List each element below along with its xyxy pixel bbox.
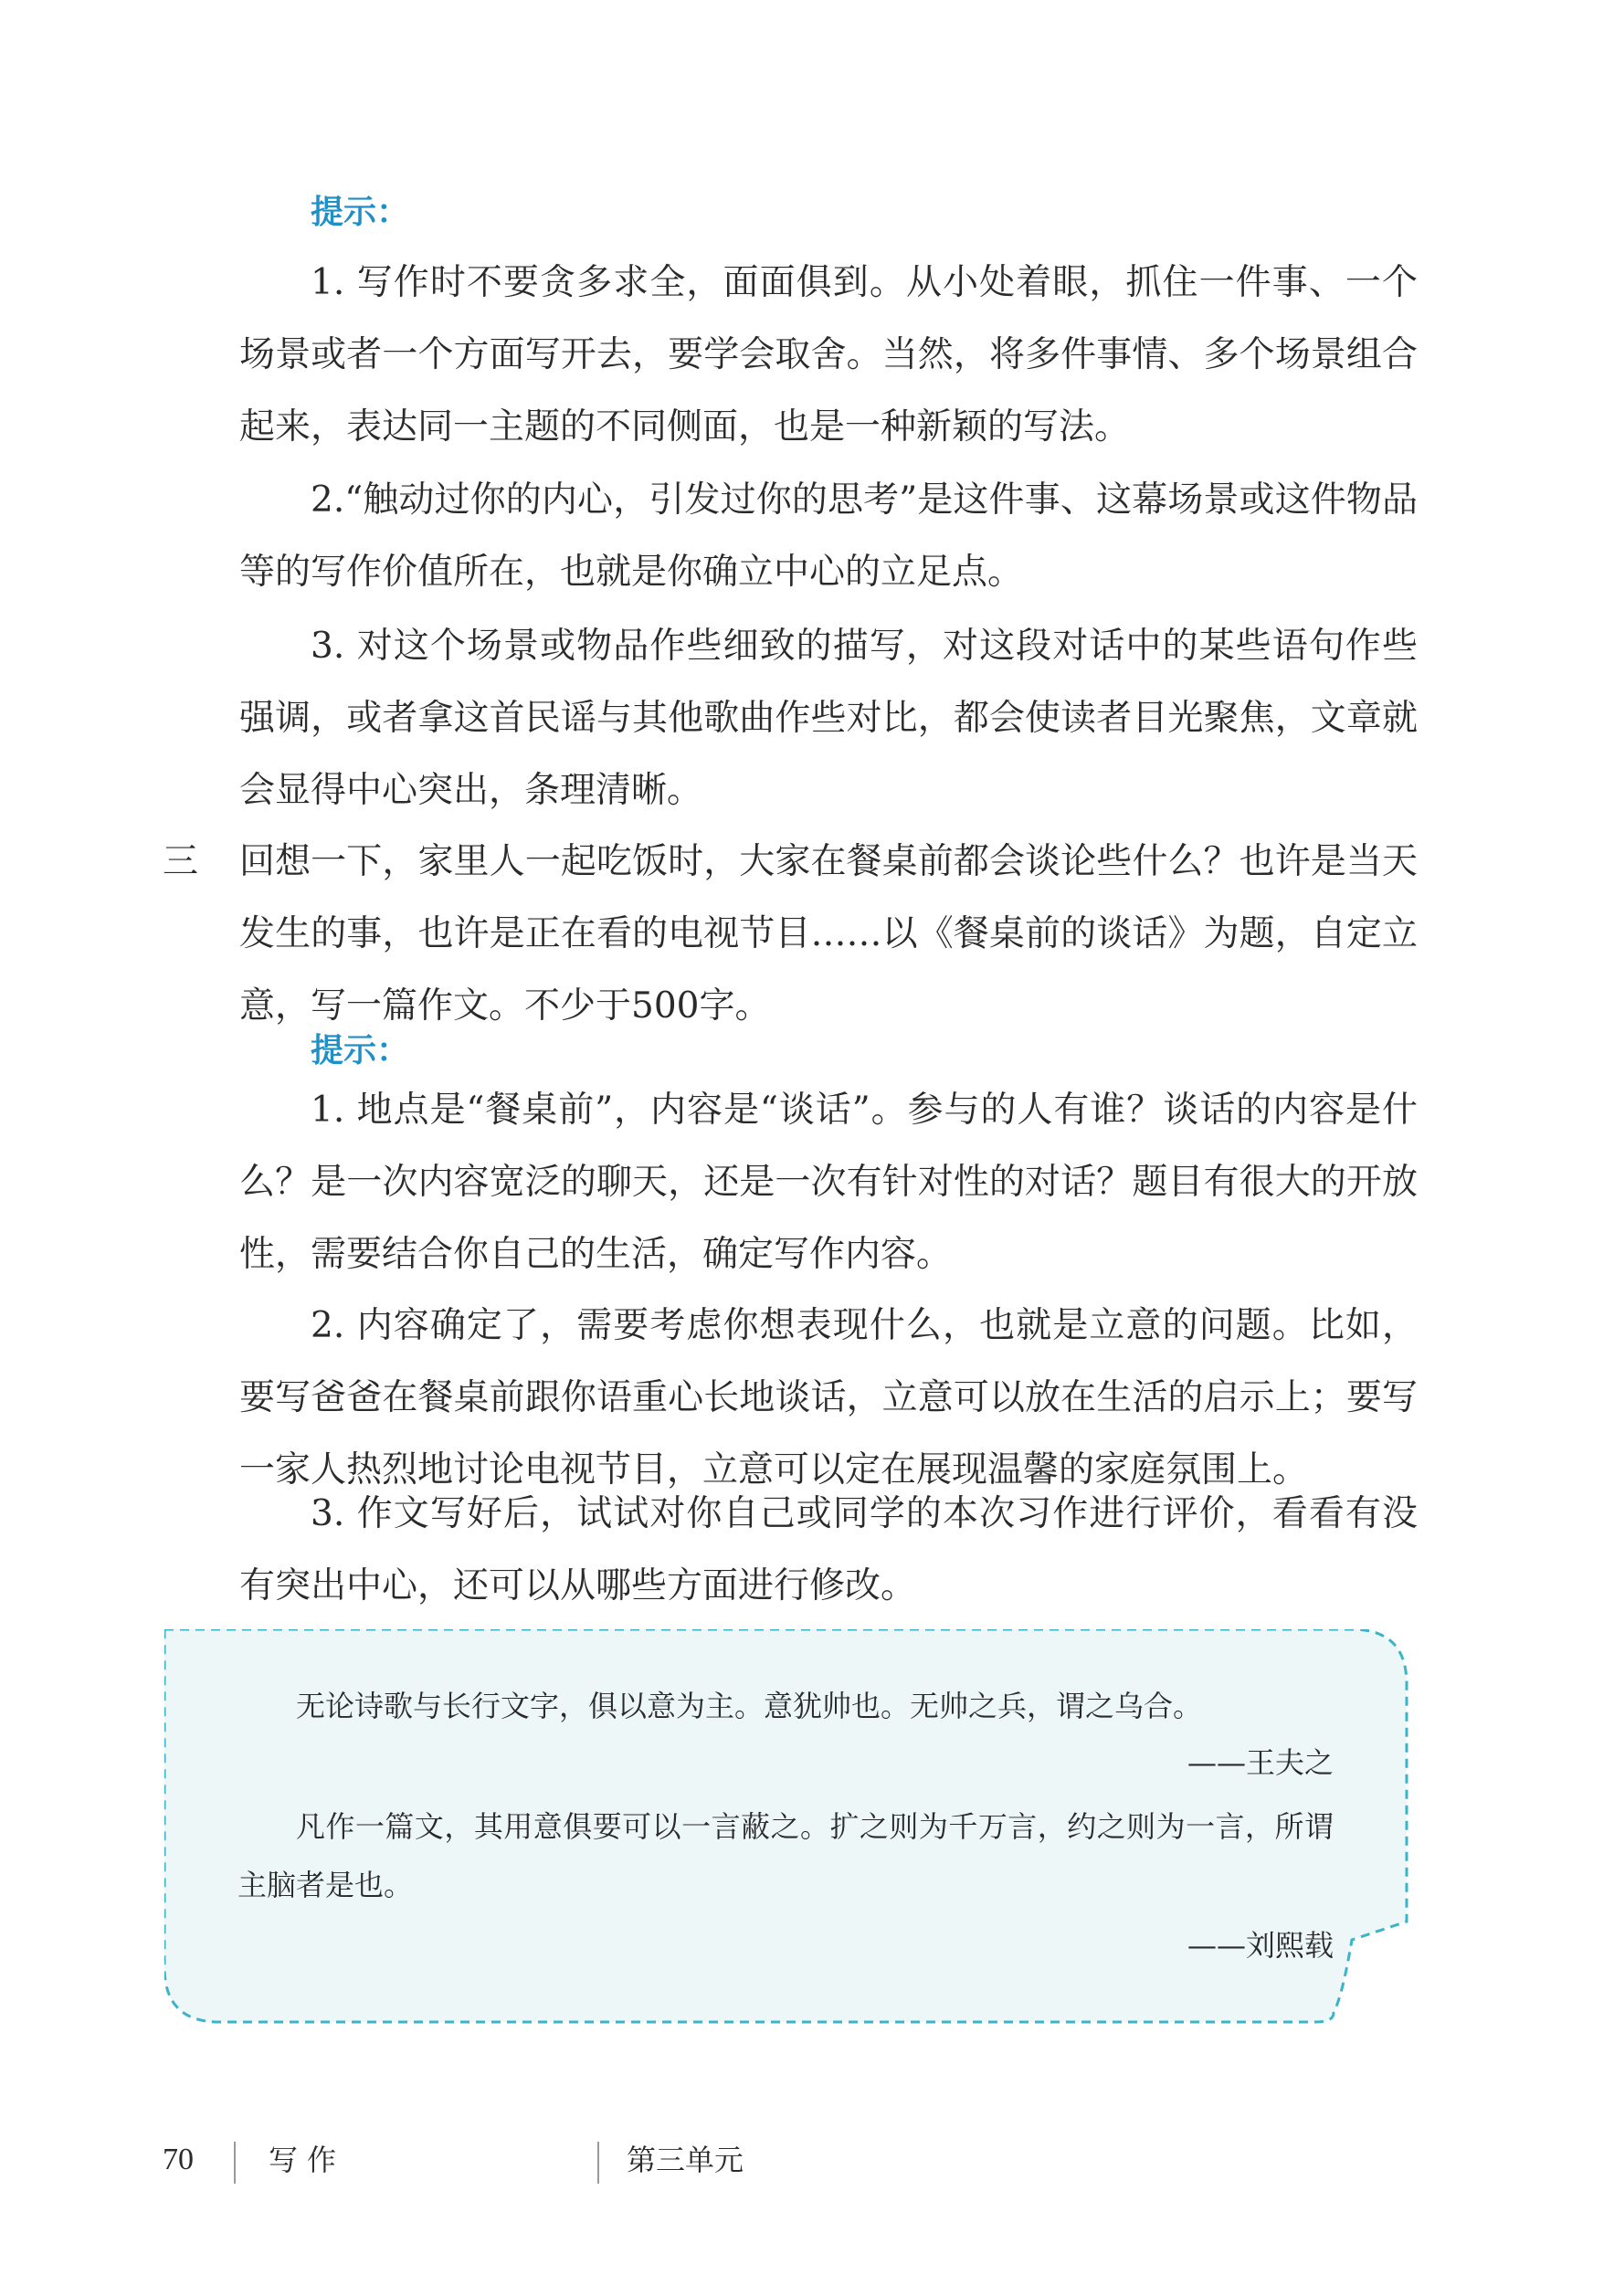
quote-text: 无论诗歌与长行文字，俱以意为主。意犹帅也。无帅之兵，谓之乌合。 bbox=[296, 1689, 1203, 1723]
tip-paragraph: 3. 对这个场景或物品作些细致的描写，对这段对话中的某些语句作些强调，或者拿这首民谣与其他歌曲作些对比，都会使读者目光聚焦，文章就会显得中心突出，条理清晰。 bbox=[239, 626, 1418, 811]
quote-box bbox=[164, 1629, 1425, 2031]
quote-author: ——刘熙载 bbox=[1187, 1928, 1334, 1963]
footer-unit: 第三单元 bbox=[627, 2143, 744, 2177]
footer-section: 写作 bbox=[269, 2143, 346, 2177]
footer-divider bbox=[234, 2142, 236, 2184]
quote-text: 凡作一篇文，其用意俱要可以一言蔽之。扩之则为千万言，约之则为一言，所谓主脑者是也。 bbox=[237, 1809, 1334, 1902]
hint-label: 提示： bbox=[311, 1032, 410, 1069]
question-number: 三 bbox=[163, 841, 199, 882]
tip-paragraph: 2.“触动过你的内心，引发过你的思考”是这件事、这幕场景或这件物品等的写作价值所在，也就是你确立中心的立足点。 bbox=[239, 479, 1418, 593]
tip-paragraph: 1. 地点是“餐桌前”，内容是“谈话”。参与的人有谁？谈话的内容是什么？是一次内容宽泛的聊天，还是一次有针对性的对话？题目有很大的开放性，需要结合你自己的生活，确定写作内容。 bbox=[239, 1090, 1418, 1275]
footer-divider bbox=[597, 2142, 599, 2184]
tip-paragraph: 2. 内容确定了，需要考虑你想表现什么，也就是立意的问题。比如，要写爸爸在餐桌前跟你语重心长地谈话，立意可以放在生活的启示上；要写一家人热烈地讨论电视节目，立意可以定在展现温馨的家庭氛围上。 bbox=[239, 1305, 1418, 1490]
hint-label: 提示： bbox=[311, 194, 410, 231]
tip-paragraph: 1. 写作时不要贪多求全，面面俱到。从小处着眼，抓住一件事、一个场景或者一个方面写开去，要学会取舍。当然，将多件事情、多个场景组合起来，表达同一主题的不同侧面，也是一种新颖的写法。 bbox=[239, 262, 1418, 448]
page-number: 70 bbox=[163, 2143, 194, 2176]
quote-author: ——王夫之 bbox=[1187, 1745, 1334, 1780]
tip-paragraph: 3. 作文写好后，试试对你自己或同学的本次习作进行评价，看看有没有突出中心，还可以从哪些方面进行修改。 bbox=[239, 1493, 1418, 1606]
question-prompt: 回想一下，家里人一起吃饭时，大家在餐桌前都会谈论些什么？也许是当天发生的事，也许是正在看的电视节目……以《餐桌前的谈话》为题，自定立意，写一篇作文。不少于500字。 bbox=[239, 841, 1418, 1027]
